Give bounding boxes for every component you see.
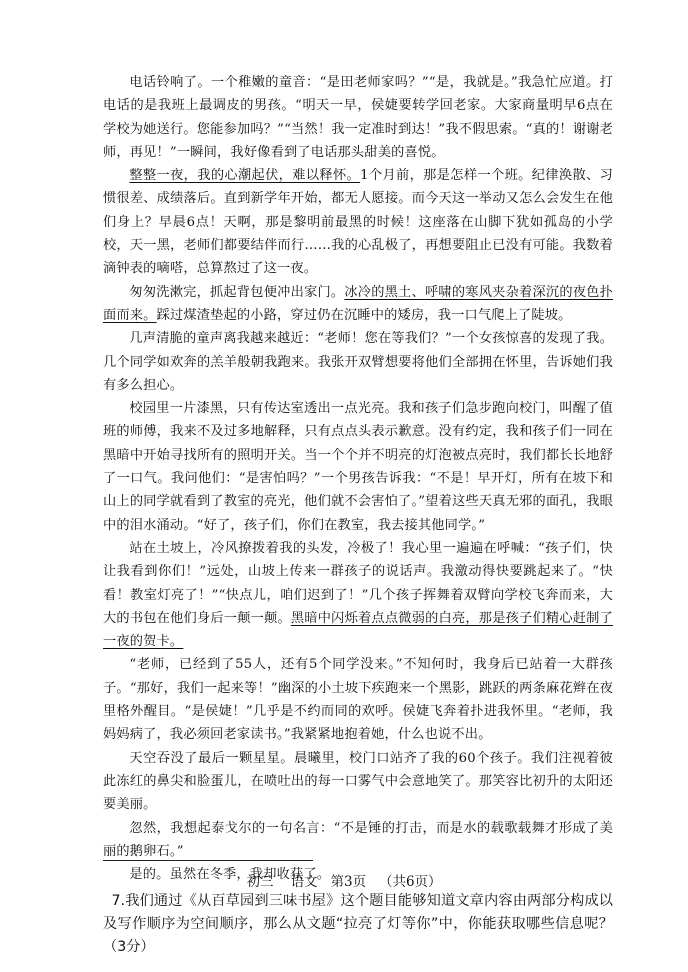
paragraph-3-text: 踩过煤渣垫起的小路，穿过仍在沉睡中的矮房，我一口气爬上了陡坡。 [156,307,572,323]
paragraph-8 [103,747,613,817]
paragraph-5-text: 校园里一片漆黑，只有传达室透出一点光亮。我和孩子们急步跑向校门，叫醒了值班的师傅，我来不及过多地解释，只有点点头表示歉意。没有约定，我和孩子们一同在黑暗中开始寻找所有的照明开关。当一个个并不明亮的灯泡被点亮时，我们都长长地舒了一口气。我问他们：“是害怕吗？”一个男孩告诉我：“不是！早开灯，所有在坡下和山上的同学就看到了教室的亮光，他们就不会害怕了。”望着这些天真无邪的面孔，我眼中的泪水涌动。“好了，孩子们，你们在教室，我去接其他同学。” [103,401,613,533]
underlined-sentence-3: 黑暗中闪烁着点点微弱的白亮，那是孩子们精心赶制了一夜的贺卡。 [103,610,613,650]
paragraph-5 [103,397,613,537]
paragraph-10-text: 是的。虽然在冬季，我却收获了。 [129,867,331,883]
paragraph-4 [103,327,613,397]
paragraph-2 [103,164,613,280]
paragraph-9 [103,817,613,864]
question-7 [103,890,613,959]
paragraph-2-text: 1个月前，那是怎样一个班。纪律涣散、习惯很差、成绩落后。直到新学年开始，都无人愿接。而今天这一举动又怎么会发生在他们身上？早晨6点！天啊，那是黎明前最黑的时候！这座落在山脚下犹如孤岛的小学校，天一黑，老师们都要结伴而行……我的心乱极了，再想要阻止已没有可能。我数着滴钟表的嘀嗒，总算熬过了这一夜。 [103,168,613,277]
paragraph-6 [103,537,613,653]
paragraph-4-text: 几声清脆的童声离我越来越近：“老师！您在等我们？”一个女孩惊喜的发现了我。几个同学如欢奔的羔羊般朝我跑来。我张开双臂想要将他们全部拥在怀里，告诉她们我有多么担心。 [103,331,613,393]
page-footer: 初三 语文 第3页 （共6页） [246,874,442,890]
paragraph-1 [103,71,613,164]
paragraph-6-text: 站在土坡上，冷风撩拨着我的头发，冷极了！我心里一遍遍在呼喊：“孩子们，快让我看到你们！”远处，山坡上传来一群孩子的说话声。我激动得快要跳起来了。“快看！教室灯亮了！”“快点儿，咱们迟到了！”几个孩子挥舞着双臂向学校飞奔而来，大大的书包在他们身后一颠一颠。 [103,540,613,626]
paragraph-1-text: 电话铃响了。一个稚嫩的童音：“是田老师家吗？”“是，我就是。”我急忙应道。打电话的是我班上最调皮的男孩。“明天一早，侯婕要转学回老家。大家商量明早6点在学校为她送行。您能参加吗？”“当然！我一定准时到达！”我不假思索。“真的！谢谢老师，再见！”一瞬间，我好像看到了电话那头甜美的喜悦。 [103,75,613,160]
underlined-sentence-1: 整整一夜，我的心潮起伏，难以释怀。 [129,168,361,184]
paragraph-3 [103,281,613,328]
paragraph-3-lead: 匆匆洗漱完，抓起背包便冲出家门。 [129,284,345,300]
question-7-text: 7.我们通过《从百草园到三味书屋》这个题目能够知道文章内容由两部分构成以及写作顺序为空间顺序，那么从文题“拉亮了灯等你”中，你能获取哪些信息呢？（3分） [103,893,613,956]
footnote-divider [103,860,313,861]
paragraph-7-text: “老师，已经到了55人，还有5个同学没来。”不知何时，我身后已站着一大群孩子。“那好，我们一起来等！”幽深的小土坡下疾跑来一个黑影，跳跃的两条麻花辫在夜里格外醒目。“是侯婕！”几乎是不约而同的欢呼。侯婕飞奔着扑进我怀里。“老师，我妈妈病了，我必须回老家读书。”我紧紧地抱着她，什么也说不出。 [103,657,613,743]
paragraph-7 [103,653,613,746]
article-body [103,71,613,959]
underlined-sentence-2: 冰冷的黑土、呼啸的寒风夹杂着深沉的夜色扑面而来。 [103,284,614,323]
paragraph-9-text: 忽然，我想起泰戈尔的一句名言：“不是锤的打击，而是水的载歌载舞才形成了美丽的鹅卵石。” [103,820,613,859]
paragraph-8-text: 天空吞没了最后一颗星星。晨曦里，校门口站齐了我的60个孩子。我们注视着彼此冻红的鼻尖和脸蛋儿，在喷吐出的每一口雾气中会意地笑了。那笑容比初升的太阳还要美丽。 [103,750,613,813]
